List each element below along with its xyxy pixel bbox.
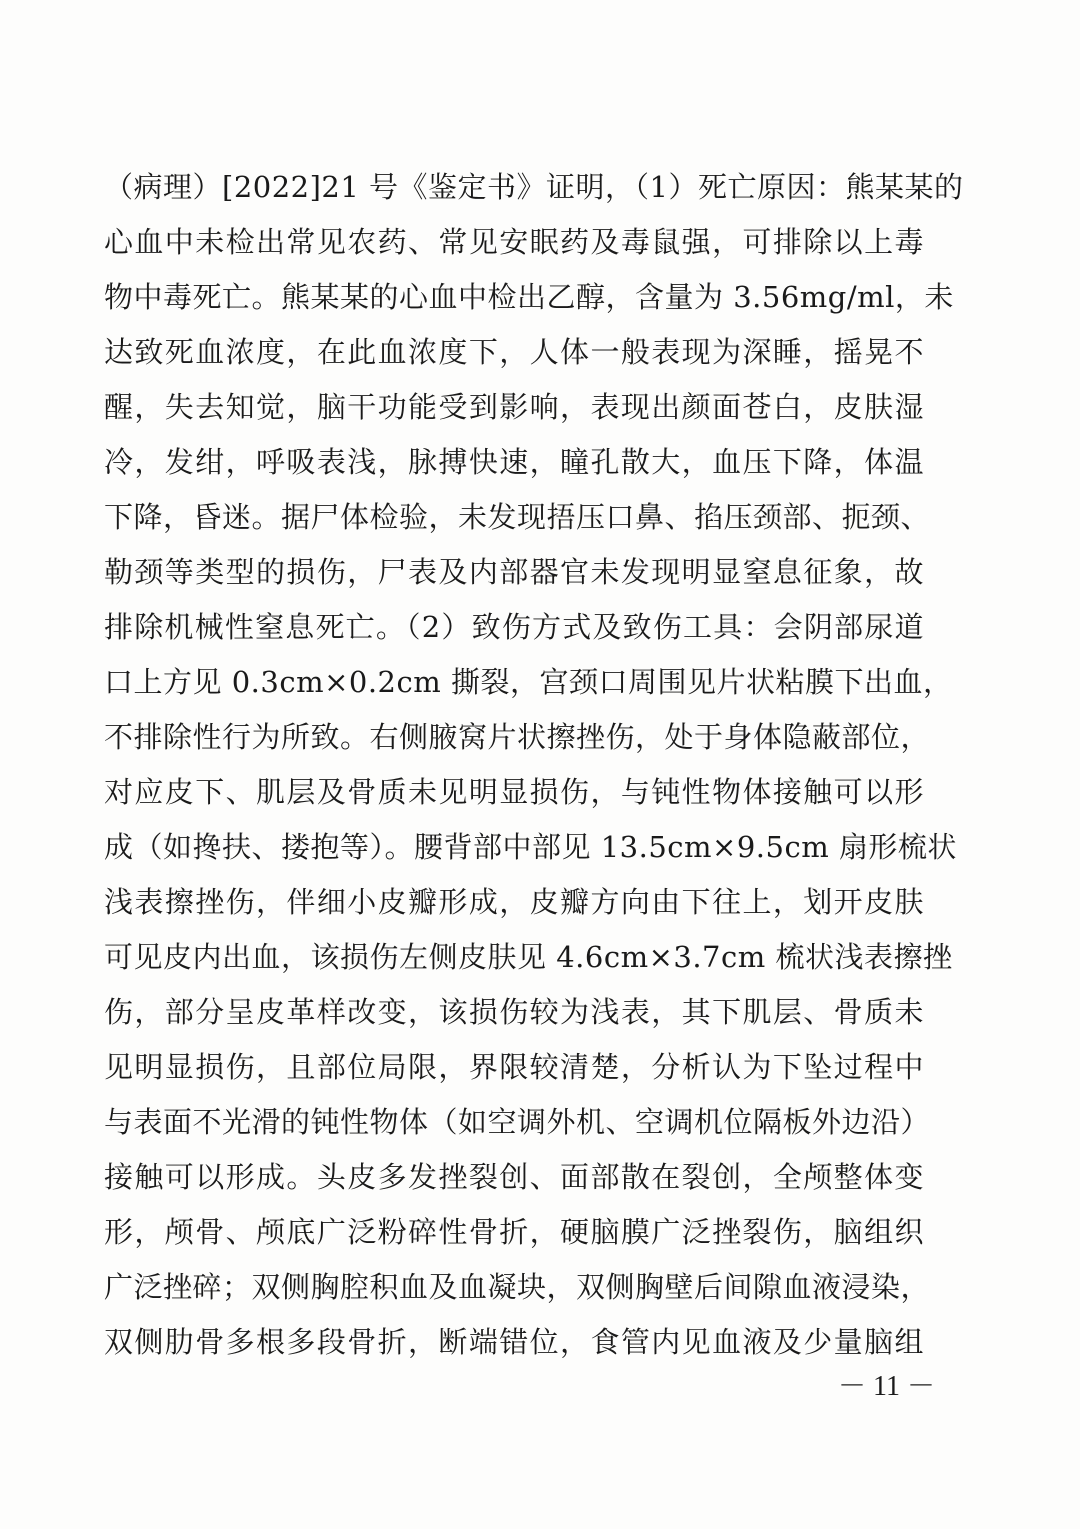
text-line: 醒，失去知觉，脑干功能受到影响，表现出颜面苍白，皮肤湿 [104, 390, 924, 424]
page-number: － 11 － [838, 1371, 935, 1402]
text-line: 接触可以形成。头皮多发挫裂创、面部散在裂创，全颅整体变 [104, 1160, 924, 1194]
text-line: 勒颈等类型的损伤，尸表及内部器官未发现明显窒息征象，故 [104, 555, 924, 589]
text-line: 下降，昏迷。据尸体检验，未发现捂压口鼻、掐压颈部、扼颈、 [104, 500, 931, 534]
text-line: 与表面不光滑的钝性物体（如空调外机、空调机位隔板外边沿） [104, 1105, 931, 1139]
text-line: 对应皮下、肌层及骨质未见明显损伤，与钝性物体接触可以形 [104, 775, 924, 809]
text-line: 冷，发绀，呼吸表浅，脉搏快速，瞳孔散大，血压下降，体温 [104, 445, 924, 479]
text-line: 不排除性行为所致。右侧腋窝片状擦挫伤，处于身体隐蔽部位， [104, 720, 931, 754]
text-line: 心血中未检出常见农药、常见安眠药及毒鼠强，可排除以上毒 [104, 225, 924, 259]
text-line: 达致死血浓度，在此血浓度下，人体一般表现为深睡，摇晃不 [104, 335, 924, 369]
text-line: 双侧肋骨多根多段骨折，断端错位，食管内见血液及少量脑组 [104, 1325, 924, 1359]
text-line: 口上方见 0.3cm×0.2cm 撕裂，宫颈口周围见片状粘膜下出血， [104, 665, 953, 699]
body-text [104, 160, 964, 1370]
text-line: 见明显损伤，且部位局限，界限较清楚，分析认为下坠过程中 [104, 1050, 924, 1084]
text-line: 物中毒死亡。熊某某的心血中检出乙醇，含量为 3.56mg/ml，未 [104, 280, 954, 314]
text-line: （病理）[2022]21 号《鉴定书》证明，（1）死亡原因：熊某某的 [104, 170, 964, 204]
text-line: 可见皮内出血，该损伤左侧皮肤见 4.6cm×3.7cm 梳状浅表擦挫 [104, 940, 953, 974]
text-line: 形，颅骨、颅底广泛粉碎性骨折，硬脑膜广泛挫裂伤，脑组织 [104, 1215, 924, 1249]
text-line: 浅表擦挫伤，伴细小皮瓣形成，皮瓣方向由下往上，划开皮肤 [104, 885, 924, 919]
text-line: 排除机械性窒息死亡。（2）致伤方式及致伤工具：会阴部尿道 [104, 610, 924, 644]
text-line: 广泛挫碎；双侧胸腔积血及血凝块，双侧胸壁后间隙血液浸染， [104, 1270, 931, 1304]
text-line: 伤，部分呈皮革样改变，该损伤较为浅表，其下肌层、骨质未 [104, 995, 924, 1029]
text-line: 成（如搀扶、搂抱等）。腰背部中部见 13.5cm×9.5cm 扇形梳状 [104, 830, 957, 864]
